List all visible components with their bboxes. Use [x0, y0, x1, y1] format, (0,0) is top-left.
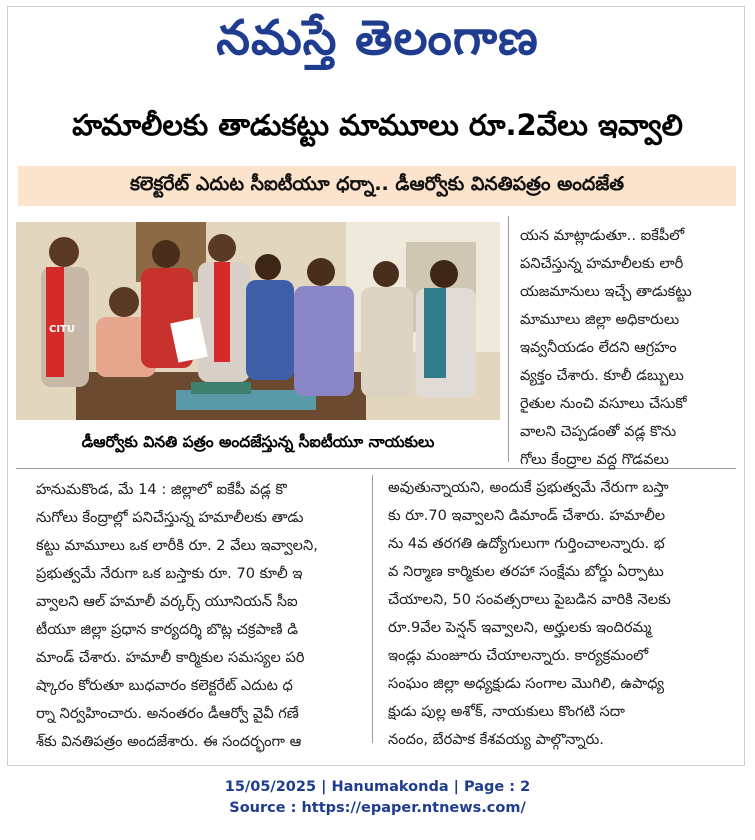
text-line: హనుమకొండ, మే 14 : జిల్లాలో ఐకేపీ వడ్ల కొ — [36, 481, 287, 498]
text-line: ఇవ్వనీయడం లేదని ఆగ్రహం — [520, 339, 677, 356]
footer-source: Source : https://epaper.ntnews.com/ — [229, 800, 526, 816]
text-line: ర్నా నిర్వహించారు. అనంతరం డీఆర్వో వైవీ గణే — [36, 705, 299, 722]
text-line: చేయాలని, 50 సంవత్సరాలు పైబడిన వారికి నెలకు — [388, 591, 671, 608]
citu-banner-text: CITU — [49, 324, 76, 335]
text-line: గోలు కేంద్రాల వద్ద గొడవలు — [520, 451, 669, 468]
text-line: సంఘం జిల్లా అధ్యక్షుడు సంగాల మొగిలి, ఉపాధ్య — [388, 675, 665, 692]
text-line: ష్కారం కోరుతూ బుధవారం కలెక్టరేట్ ఎదుట ధ — [36, 677, 293, 694]
text-line: ఇండ్లు మంజూరు చేయాలన్నారు. కార్యక్రమంలో — [388, 647, 649, 664]
article-column-right-top — [520, 222, 740, 474]
text-line: నందం, బేరపాక కేశవయ్య పాల్గొన్నారు. — [388, 731, 604, 748]
article-headline: హమాలీలకు తాడుకట్టు మామూలు రూ.2వేలు ఇవ్వాలి — [72, 108, 683, 142]
text-line: శ్‌కు వినతిపత్రం అందజేశారు. ఈ సందర్భంగా ఆ — [36, 733, 302, 750]
article-column-left — [36, 476, 366, 756]
column-divider — [508, 216, 509, 462]
column-divider-lower — [372, 475, 373, 743]
newspaper-masthead: నమస్తే తెలంగాణ — [216, 10, 539, 66]
text-line: పనిచేస్తున్న హమాలీలకు లారీ — [520, 255, 684, 272]
text-line: యజమానులు ఇచ్చే తాడుకట్టు — [520, 283, 692, 300]
photo-caption: డీఆర్వోకు వినతి పత్రం అందజేస్తున్న సీఐటీయూ నాయకులు — [81, 433, 435, 451]
text-line: రైతుల నుంచి వసూలు చేసుకో — [520, 395, 687, 412]
text-line: వ్వాలని ఆల్ హమాలీ వర్కర్స్ యూనియన్ సీఐ — [36, 593, 298, 610]
text-line: నుగోలు కేంద్రాల్లో పనిచేస్తున్న హమాలీలకు తాడు — [36, 509, 304, 526]
text-line: మామూలు జిల్లా అధికారులు — [520, 311, 680, 328]
text-line: యన మాట్లాడుతూ.. ఐకేపీలో — [520, 227, 685, 244]
text-line: టీయూ జిల్లా ప్రధాన కార్యదర్శి బొట్ల చక్రపాణి డి — [36, 621, 299, 638]
photo-illustration — [16, 222, 500, 420]
footer-date-edition: 15/05/2025 | Hanumakonda | Page : 2 — [224, 779, 531, 795]
text-line: క్షుడు పుల్ల అశోక్, నాయకులు కొంగటి సదా — [388, 703, 625, 720]
text-line: వ నిర్మాణ కార్మికుల తరహా సంక్షేమ బోర్డు ఏర్పాటు — [388, 563, 664, 580]
text-line: వాలని చెప్పడంతో వడ్ల కొను — [520, 423, 677, 440]
news-photo — [16, 222, 500, 420]
text-line: వ్యక్తం చేశారు. కూలీ డబ్బులు — [520, 367, 684, 384]
article-subheadline: కలెక్టరేట్ ఎదుట సీఐటీయూ ధర్నా.. డీఆర్వోకు వినతిపత్రం అందజేత — [129, 172, 625, 195]
article-column-right-bottom — [388, 474, 738, 754]
text-line: మాండ్ చేశారు. హమాలీ కార్మికుల సమస్యల పరి — [36, 649, 305, 666]
subheadline-bar — [18, 166, 736, 206]
text-line: అవుతున్నాయని, అందుకే ప్రభుత్వమే నేరుగా బస్తా — [388, 479, 669, 496]
text-line: కట్టు మామూలు ఒక లారీకి రూ. 2 వేలు ఇవ్వాలని, — [36, 537, 318, 554]
text-line: రూ.9వేల పెన్షన్ ఇవ్వాలని, అర్హులకు ఇందిరమ్మ — [388, 619, 652, 636]
text-line: ను 4వ తరగతి ఉద్యోగులుగా గుర్తించాలన్నారు. భ — [388, 535, 665, 552]
text-line: కు రూ.70 ఇవ్వాలని డిమాండ్ చేశారు. హమాలీల — [388, 507, 666, 524]
text-line: ప్రభుత్వమే నేరుగా ఒక బస్తాకు రూ. 70 కూలీ ఇ — [36, 565, 303, 582]
